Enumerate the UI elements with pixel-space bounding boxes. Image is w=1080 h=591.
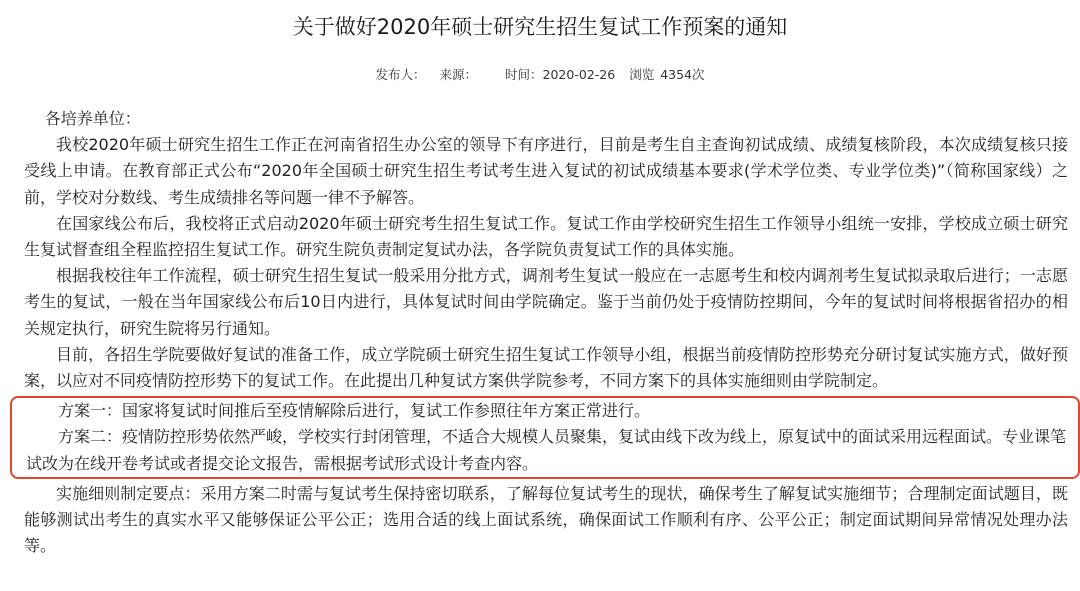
plan-one: 方案一：国家将复试时间推后至疫情解除后进行，复试工作参照往年方案正常进行。 <box>58 401 651 421</box>
views-value: 4354次 <box>660 67 705 82</box>
time-label: 时间： <box>505 67 543 82</box>
source-label: 来源： <box>439 67 478 82</box>
paragraph-1: 我校2020年硕士研究生招生工作正在河南省招生办公室的领导下有序进行，目前是考生自主查询初试成绩、成绩复核阶段，本次成绩复核只接受线上申请。在教育部正式公布“2020年全国硕士研究生招生考试考生进入复试的初试成绩基本要求(学术学位类、专业学位类)”（简称国家线）之前，学校对分数线、考生成绩排名等问题一律不予解答。 <box>24 135 1068 207</box>
paragraph-2: 在国家线公布后，我校将正式启动2020年硕士研究考生招生复试工作。复试工作由学校研究生招生工作领导小组统一安排，学校成立硕士研究生复试督查组全程监控招生复试工作。研究生院负责制定复试办法，各学院负责复试工作的具体实施。 <box>24 213 1068 260</box>
paragraph-4: 目前，各招生学院要做好复试的准备工作，成立学院硕士研究生招生复试工作领导小组，根据当前疫情防控形势充分研讨复试实施方式，做好预案，以应对不同疫情防控形势下的复试工作。在此提出几种复试方案供学院参考，不同方案下的具体实施细则由学院制定。 <box>24 344 1068 391</box>
plan-two: 方案二：疫情防控形势依然严峻，学校实行封闭管理，不适合大规模人员聚集，复试由线下改为线上，原复试中的面试采用远程面试。专业课笔试改为在线开卷考试或者提交论文报告，需根据考试形式设计考查内容。 <box>26 427 1067 473</box>
article-title: 关于做好2020年硕士研究生招生复试工作预案的通知 <box>292 15 788 39</box>
publisher-label: 发布人： <box>375 67 426 82</box>
views-label: 浏览 <box>629 67 655 82</box>
greeting: 各培养单位： <box>44 109 141 128</box>
article-body <box>24 106 1068 559</box>
paragraph-3: 根据我校往年工作流程，硕士研究生招生复试一般采用分批方式，调剂考生复试一般应在一志愿考生和校内调剂考生复试拟录取后进行；一志愿考生的复试，一般在当年国家线公布后10日内进行，具体复试时间由学院确定。鉴于当前仍处于疫情防控期间，今年的复试时间将根据省招办的相关规定执行，研究生院将另行通知。 <box>24 266 1068 338</box>
article-meta <box>0 66 1080 84</box>
time-value: 2020-02-26 <box>542 67 616 82</box>
implementation-details: 实施细则制定要点：采用方案二时需与复试考生保持密切联系，了解每位复试考生的现状，确保考生了解复试实施细节；合理制定面试题目，既能够测试出考生的真实水平又能够保证公平公正；选用合适的线上面试系统，确保面试工作顺利有序、公平公正；制定面试期间异常情况处理办法等。 <box>24 483 1068 556</box>
plans-highlight-box <box>10 396 1080 479</box>
